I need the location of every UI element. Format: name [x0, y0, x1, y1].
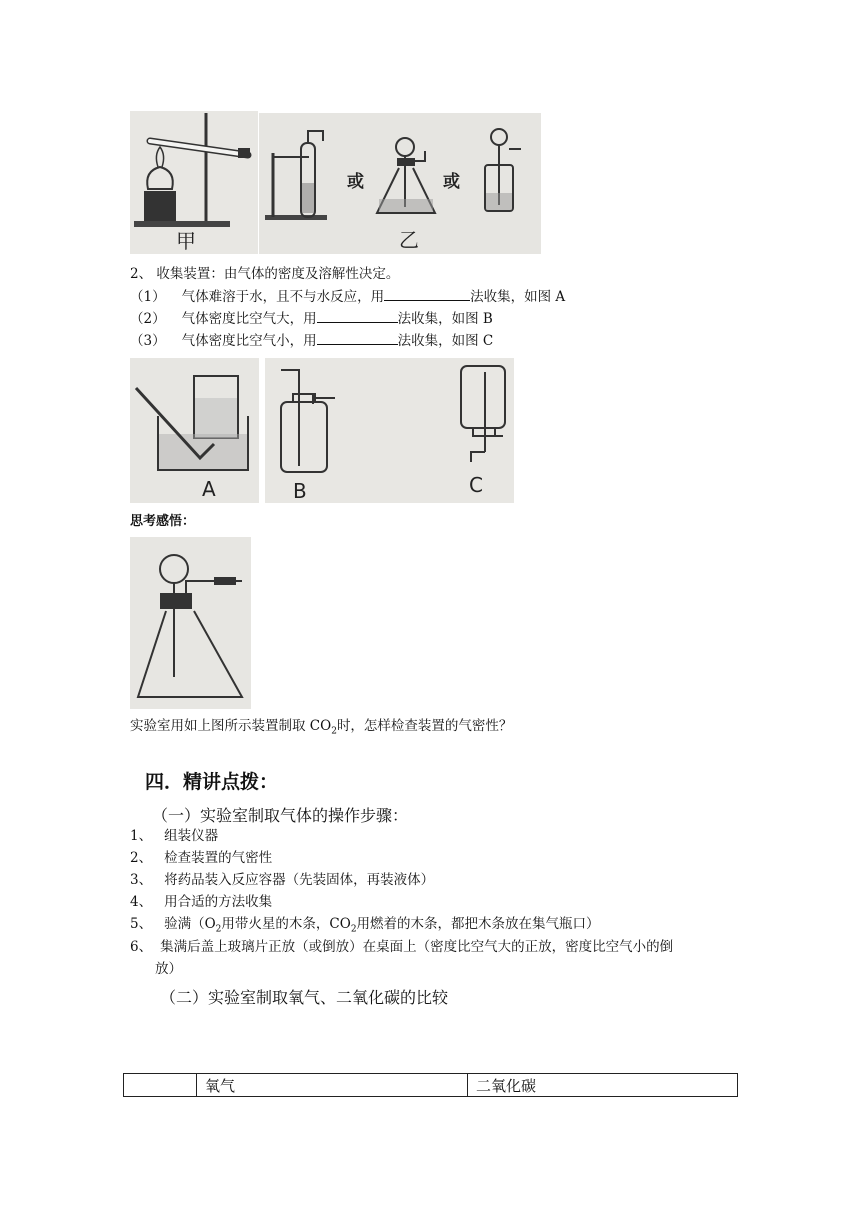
subscript-2: 2: [215, 924, 222, 935]
label-b: B: [293, 479, 307, 503]
collect-title: 2、 收集装置：由气体的密度及溶解性决定。: [130, 266, 400, 282]
water-displacement-drawing: [130, 358, 259, 503]
question-text: 实验室用如上图所示装置制取 CO: [130, 718, 332, 734]
subheading-steps: （一）实验室制取气体的操作步骤：: [152, 806, 409, 825]
step-number: 2、: [130, 850, 153, 866]
table-header-row: [124, 1074, 738, 1097]
section-title: 四．精讲点拨：: [145, 771, 279, 793]
item-text-after: 法收集，如图 C: [397, 333, 494, 349]
step-number: 3、: [130, 872, 153, 888]
subscript-2: 2: [350, 924, 357, 935]
label-jia: 甲: [176, 229, 196, 253]
subheading-comparison: （二）实验室制取氧气、二氧化碳的比较: [160, 988, 449, 1007]
figure-a: [130, 358, 259, 503]
figure-b-c: [265, 358, 514, 503]
step-text: 集满后盖上玻璃片正放（或倒放）在桌面上（密度比空气大的正放，密度比空气小的倒: [160, 939, 674, 955]
apparatus-yi-drawing: [259, 113, 541, 254]
step-3: [130, 870, 434, 890]
collect-item-2: [130, 308, 493, 329]
item-number: （2）: [130, 311, 166, 327]
item-text-before: 气体难溶于水，且不与水反应，用: [181, 289, 385, 305]
subscript-2: 2: [331, 726, 337, 737]
label-or-2: 或: [443, 172, 460, 192]
fill-blank[interactable]: [317, 330, 398, 345]
label-yi: 乙: [399, 228, 419, 252]
table-header-cell: 氧气: [197, 1074, 468, 1097]
apparatus-jia-drawing: [130, 111, 258, 254]
think-question: [130, 716, 512, 742]
air-displacement-drawing: [265, 358, 514, 503]
comparison-table: [123, 1073, 738, 1097]
step-text: 组装仪器: [164, 828, 219, 844]
step-number: 6、: [130, 939, 153, 955]
step-4: [130, 892, 272, 912]
table-header-cell: 二氧化碳: [468, 1074, 738, 1097]
step-text: 用燃着的木条，都把木条放在集气瓶口）: [356, 916, 600, 932]
item-text-after: 法收集，如图 B: [397, 311, 493, 327]
step-text: 检查装置的气密性: [164, 850, 273, 866]
step-text: 验满（O: [164, 916, 216, 932]
figure-flask-co2: [130, 537, 251, 709]
figure-jia: [130, 111, 258, 254]
label-c: C: [469, 473, 483, 497]
item-text-before: 气体密度比空气大，用: [181, 311, 317, 327]
step-5: [130, 914, 600, 940]
collect-item-3: [130, 330, 493, 351]
label-a: A: [202, 477, 216, 501]
step-1: [130, 826, 218, 846]
step-text: 用合适的方法收集: [164, 894, 273, 910]
item-number: （3）: [130, 333, 166, 349]
step-text: 将药品装入反应容器（先装固体，再装液体）: [164, 872, 435, 888]
step-number: 4、: [130, 894, 153, 910]
table-header-cell: [124, 1074, 197, 1097]
item-number: （1）: [130, 289, 166, 305]
step-6: [130, 937, 673, 957]
collect-item-1: [130, 286, 565, 307]
question-text-end: 时，怎样检查装置的气密性？: [336, 718, 513, 734]
item-text-before: 气体密度比空气小，用: [181, 333, 317, 349]
figure-yi: [259, 113, 541, 254]
step-2: [130, 848, 272, 868]
step-number: 5、: [130, 916, 153, 932]
label-or-1: 或: [347, 172, 364, 192]
step-6-continued: 放）: [155, 961, 182, 977]
flask-apparatus-drawing: [130, 537, 251, 709]
think-title: 思考感悟：: [130, 514, 196, 529]
fill-blank[interactable]: [384, 286, 470, 301]
step-number: 1、: [130, 828, 153, 844]
fill-blank[interactable]: [317, 308, 398, 323]
item-text-after: 法收集，如图 A: [470, 289, 566, 305]
step-text: 用带火星的木条，CO: [221, 916, 351, 932]
